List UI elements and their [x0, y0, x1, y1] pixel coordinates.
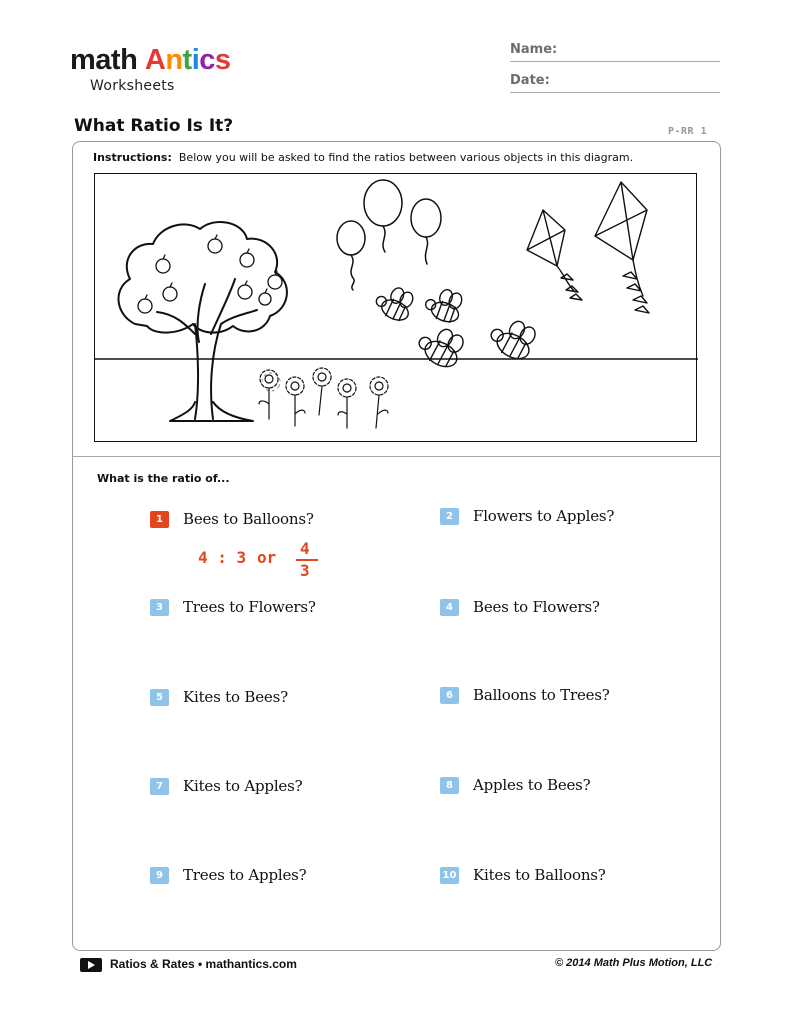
- instructions-text: Below you will be asked to find the ratios between various objects in this diagram.: [178, 151, 634, 164]
- question-item: [440, 776, 591, 794]
- ratio-diagram: [94, 173, 697, 442]
- question-text: Trees to Flowers?: [183, 598, 316, 616]
- answer-numerator: 4: [300, 539, 310, 558]
- name-field[interactable]: [510, 42, 720, 62]
- footer-copyright: © 2014 Math Plus Motion, LLC: [555, 957, 713, 969]
- name-label: Name:: [510, 42, 558, 57]
- logo-wordmark: [70, 44, 231, 76]
- kites-illustration: [527, 182, 649, 313]
- logo-letter: A: [144, 44, 166, 76]
- footer-course: Ratios & Rates • mathantics.com: [110, 957, 297, 971]
- question-text: Flowers to Apples?: [473, 507, 615, 525]
- answer-or: or: [257, 548, 277, 567]
- play-icon: [80, 958, 102, 972]
- flowers-illustration: [259, 368, 388, 428]
- logo-letter: c: [199, 44, 215, 76]
- question-text: Kites to Apples?: [183, 777, 303, 795]
- question-number-badge: 5: [150, 689, 169, 706]
- date-field[interactable]: [510, 73, 720, 93]
- question-item: [440, 598, 600, 616]
- worksheet-title: What Ratio Is It?: [74, 116, 234, 136]
- answer-ratio: 4 : 3: [198, 548, 247, 567]
- logo-antics: [145, 44, 231, 76]
- question-item: [440, 866, 606, 884]
- question-number-badge: 10: [440, 867, 459, 884]
- question-item: [150, 598, 316, 616]
- logo-letter: t: [182, 44, 192, 76]
- question-item: [440, 686, 610, 704]
- question-text: Apples to Bees?: [473, 776, 591, 794]
- question-number-badge: 8: [440, 777, 459, 794]
- logo-letter: n: [165, 44, 183, 76]
- question-text: Bees to Flowers?: [473, 598, 600, 616]
- question-number-badge: 1: [150, 511, 169, 528]
- question-number-badge: 3: [150, 599, 169, 616]
- instructions-label: Instructions:: [93, 151, 172, 164]
- tree-illustration: [119, 222, 287, 421]
- question-text: Bees to Balloons?: [183, 510, 314, 528]
- diagram-illustration: [95, 174, 698, 443]
- question-number-badge: 4: [440, 599, 459, 616]
- example-answer: [198, 539, 338, 583]
- question-item: [150, 510, 314, 528]
- math-antics-logo: [70, 44, 231, 100]
- answer-denominator: 3: [300, 561, 310, 580]
- instructions: [93, 151, 633, 164]
- question-number-badge: 6: [440, 687, 459, 704]
- question-number-badge: 9: [150, 867, 169, 884]
- question-number-badge: 2: [440, 508, 459, 525]
- question-prompt: What is the ratio of...: [97, 472, 230, 485]
- question-number-badge: 7: [150, 778, 169, 795]
- section-divider: [72, 456, 721, 457]
- date-label: Date:: [510, 73, 550, 88]
- bees-illustration: [372, 281, 540, 372]
- logo-math: math: [70, 44, 138, 76]
- question-item: [150, 777, 302, 795]
- logo-letter: s: [214, 44, 231, 76]
- question-text: Kites to Bees?: [183, 688, 288, 706]
- worksheet-code: P-RR 1: [668, 126, 708, 137]
- question-item: [440, 507, 614, 525]
- question-item: [150, 688, 288, 706]
- logo-subtitle: Worksheets: [90, 78, 175, 94]
- question-text: Trees to Apples?: [183, 866, 307, 884]
- question-text: Kites to Balloons?: [473, 866, 606, 884]
- logo-letter: i: [191, 44, 200, 76]
- question-item: [150, 866, 306, 884]
- question-text: Balloons to Trees?: [473, 686, 610, 704]
- balloons-illustration: [337, 180, 441, 290]
